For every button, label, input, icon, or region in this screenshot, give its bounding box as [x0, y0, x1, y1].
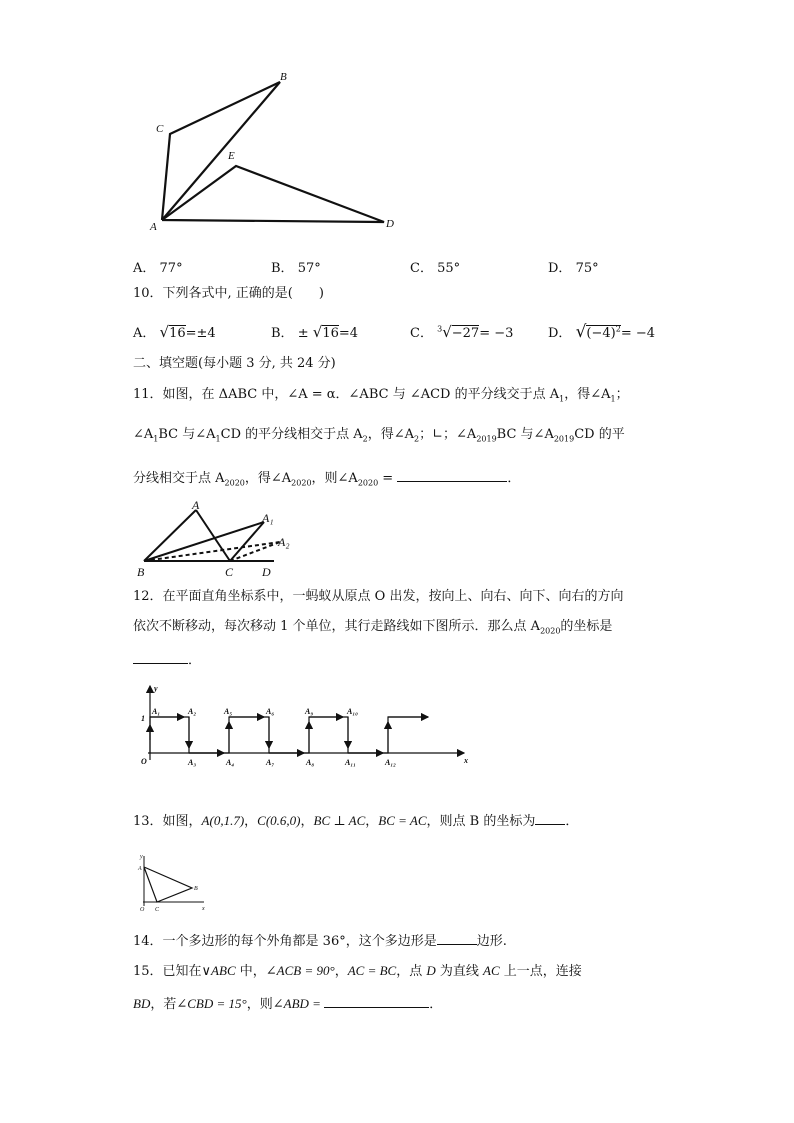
label-x: x: [202, 906, 205, 912]
section-heading-fill-blank: 二、填空题(每小题 3 分, 共 24 分): [133, 356, 336, 371]
label-E: E: [228, 150, 235, 162]
q12-line-2: 依次不断移动，每次移动 1 个单位，其行走路线如下图所示．那么点 $A_{2020}$的坐标是: [133, 619, 613, 636]
q9-option-a: A． 77°: [133, 261, 183, 276]
label-one: 1: [141, 714, 145, 723]
label-A11: A₁₁: [345, 758, 356, 767]
figure-q9: [140, 62, 410, 237]
label-D: D: [386, 218, 394, 230]
q10-option-c: C． $^3$√−27= −3: [410, 323, 514, 341]
q15-line-2: BD，若∠CBD = 15°，则∠ABD = ．: [133, 996, 443, 1012]
q15-line-1: 15．已知在∨ABC 中，∠ACB = 90°，AC = BC，点 D 为直线 AC 上一点，连接: [133, 963, 582, 979]
figure-q13: [134, 850, 214, 914]
label-C: C: [156, 123, 164, 135]
triangle-ABC: [144, 867, 192, 902]
q9-option-c: C． 55°: [410, 261, 461, 276]
label-A10: A₁₀: [347, 707, 358, 716]
ant-path: [150, 717, 428, 753]
figure-q12: [138, 680, 474, 772]
label-B: B: [137, 565, 145, 579]
label-A2: A₂: [188, 707, 197, 716]
label-B: B: [280, 71, 287, 83]
label-A2: A₂: [278, 535, 290, 549]
label-D: D: [262, 565, 271, 579]
label-A1: A₁: [262, 511, 274, 525]
figure-q11: [134, 498, 294, 580]
label-A4: A₄: [226, 758, 235, 767]
label-x: x: [464, 756, 468, 765]
q13-answer-blank[interactable]: [535, 812, 565, 825]
label-A9: A₉: [305, 707, 314, 716]
q10-stem: 10．下列各式中, 正确的是( ): [133, 286, 324, 301]
label-B: B: [194, 886, 198, 892]
q11-answer-blank[interactable]: [397, 469, 507, 482]
q11-line-2: $\angle A_1BC$ 与$\angle A_1CD$ 的平分线相交于点 $A_2$，得$\angle A_2$；∟；$\angle A_{2019}BC$ 与$\angle A_{2019}CD$ 的平: [133, 427, 625, 444]
label-O: O: [140, 907, 145, 913]
label-A6: A₆: [266, 707, 275, 716]
label-A12: A₁₂: [385, 758, 396, 767]
label-A1: A₁: [152, 707, 161, 716]
q12-line-3: ．: [133, 651, 201, 669]
label-A7: A₇: [266, 758, 275, 767]
label-C: C: [155, 907, 160, 913]
line-A-E-D-A: [162, 166, 384, 222]
q15-answer-blank[interactable]: [324, 995, 429, 1008]
q9-option-b: B． 57°: [271, 261, 321, 276]
label-C: C: [225, 565, 234, 579]
label-A3: A₃: [188, 758, 197, 767]
line-A-C-B-A: [162, 82, 280, 220]
q13-line-1: 13．如图，A(0,1.7)，C(0.6,0)，BC ⊥ AC，BC = AC，则点 B 的坐标为 ．: [133, 813, 579, 829]
q11-line-1: 11．如图，在 ΔABC 中，∠A = α．∠ABC 与 ∠ACD 的平分线交于点 $A_1$，得$\angle A_1$；: [133, 387, 629, 404]
label-A: A: [150, 221, 157, 233]
label-O: O: [141, 757, 147, 766]
label-A8: A₈: [306, 758, 315, 767]
q14-line: 14．一个多边形的每个外角都是 36°，这个多边形是 边形.: [133, 934, 507, 949]
q10-option-b: B． ± √16=4: [271, 323, 359, 341]
label-A: A: [192, 498, 200, 512]
q10-option-a: A． √16=±4: [133, 323, 216, 341]
label-y: y: [140, 854, 143, 860]
label-A5: A₅: [224, 707, 233, 716]
label-y: y: [154, 684, 158, 693]
q12-line-1: 12．在平面直角坐标系中，一蚂蚁从原点 O 出发，按向上、向右、向下、向右的方向: [133, 589, 624, 604]
q10-option-d: D． $√(-4)^2= -4$: [548, 322, 656, 342]
q11-line-3: 分线相交于点 $A_{2020}$，得$\angle A_{2020}$，则$\angle A_{2020}$ = ．: [133, 471, 521, 488]
q12-answer-blank[interactable]: [133, 651, 188, 664]
q9-option-d: D． 75°: [548, 261, 599, 276]
line-BA2: [144, 542, 280, 561]
label-A: A: [138, 866, 142, 872]
q14-answer-blank[interactable]: [437, 932, 477, 945]
